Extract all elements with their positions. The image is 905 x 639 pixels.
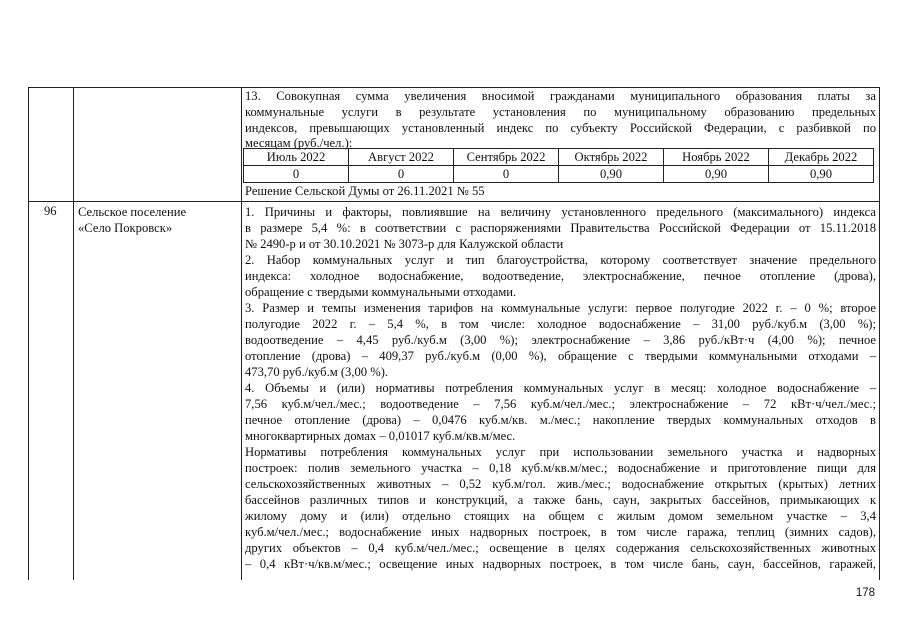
p13-line-3: индексов, превышающих установленный индекс по субъекту Российской Федерации, с разбивкой по — [245, 121, 876, 135]
text-line: печное отопление (дрова) – 0,0476 куб.м/кв. м./мес.; накопление твердых коммунальных отходов в — [245, 413, 876, 427]
text-line: 4. Объемы и (или) нормативы потребления коммунальных услуг в месяц: холодное водоснабжение – — [245, 381, 876, 395]
row-number: 96 — [44, 204, 57, 218]
p13-line-4: месяцам (руб./чел.): — [245, 136, 353, 150]
text-line: 7,56 куб.м/чел./мес.; водоотведение – 7,56 куб.м/чел./мес.; электроснабжение – 72 кВт·ч/чел./мес.; — [245, 397, 876, 411]
table-row — [244, 149, 874, 166]
text-line: куб.м/чел./мес.; водоснабжение иных надворных построек, в том числе гаража, теплиц (зимних садов), — [245, 525, 876, 539]
month-value: 0 — [349, 166, 454, 183]
column-separator-1 — [73, 87, 74, 580]
monthly-increase-table — [243, 148, 874, 183]
text-line: индекса: холодное водоснабжение, водоотведение, электроснабжение, печное отопление (дрова), — [245, 269, 876, 283]
row-separator — [28, 201, 879, 202]
text-line: сельскохозяйственных животных – 0,52 куб.м/гол. жив./мес.; водоснабжение открытых (крытых) летних — [245, 477, 876, 491]
text-line: обращение с твердыми коммунальными отходами. — [245, 285, 517, 299]
month-header: Декабрь 2022 — [769, 149, 874, 166]
month-header: Октябрь 2022 — [559, 149, 664, 166]
p13-line-1: 13. Совокупная сумма увеличения вносимой гражданами муниципального образования платы за — [245, 89, 876, 103]
text-line: Нормативы потребления коммунальных услуг при использовании земельного участка и надворных — [245, 445, 876, 459]
text-line: 1. Причины и факторы, повлиявшие на величину установленного предельного (максимального) индекса — [245, 205, 876, 219]
text-line: жилому дому и (или) отдельно стоящих на общем с жилым домом земельном участке – 3,4 — [245, 509, 876, 523]
month-value: 0,90 — [559, 166, 664, 183]
table-right-border — [879, 87, 880, 580]
month-header: Июль 2022 — [244, 149, 349, 166]
month-header: Август 2022 — [349, 149, 454, 166]
settlement-name-line-2: «Село Покровск» — [78, 221, 173, 235]
text-line: многоквартирных домах – 0,01017 куб.м/кв.м/мес. — [245, 429, 516, 443]
settlement-name-line-1: Сельское поселение — [78, 205, 187, 219]
text-line: № 2490-р и от 30.10.2021 № 3073-р для Калужской области — [245, 237, 564, 251]
month-header: Ноябрь 2022 — [664, 149, 769, 166]
text-line: построек: полив земельного участка – 0,18 куб.м/кв.м/мес.; водоснабжение и приготовление пищи для — [245, 461, 876, 475]
month-value: 0,90 — [664, 166, 769, 183]
text-line: – 0,4 кВт·ч/кв.м/мес.; освещение иных надворных построек, в том числе бань, саун, бассейнов, гаражей, — [245, 557, 876, 571]
text-line: бассейнов различных типов и конструкций, а также бань, саун, закрытых бассейнов, примыкающих к — [245, 493, 876, 507]
text-line: других объектов – 0,4 куб.м/чел./мес.; освещение в целях содержания сельскохозяйственных животных — [245, 541, 876, 555]
column-separator-2 — [241, 87, 242, 580]
text-line: 3. Размер и темпы изменения тарифов на коммунальные услуги: первое полугодие 2022 г. – 0 %; второе — [245, 301, 876, 315]
month-header: Сентябрь 2022 — [454, 149, 559, 166]
table-row — [244, 166, 874, 183]
text-line: 473,70 руб./куб.м (3,00 %). — [245, 365, 389, 379]
p13-line-2: коммунальные услуги в результате установления по муниципальному образованию предельных — [245, 105, 876, 119]
page-number: 178 — [855, 587, 875, 599]
text-line: отопление (дрова) – 409,37 руб./куб.м (0,00 %), обращение с твердыми коммунальными отходами – — [245, 349, 876, 363]
decision-reference: Решение Сельской Думы от 26.11.2021 № 55 — [245, 184, 485, 198]
text-line: полугодие 2022 г. – 5,4 %, в том числе: холодное водоснабжение – 31,00 руб./куб.м (3,00 %); — [245, 317, 876, 331]
text-line: в размере 5,4 %: в соответствии с распоряжениями Правительства Российской Федерации от 15.11.2018 — [245, 221, 876, 235]
month-value: 0 — [244, 166, 349, 183]
month-value: 0,90 — [769, 166, 874, 183]
month-value: 0 — [454, 166, 559, 183]
text-line: 2. Набор коммунальных услуг и тип благоустройства, которому соответствует значение предельного — [245, 253, 876, 267]
table-left-border — [28, 87, 29, 580]
text-line: водоотведение – 4,45 руб./куб.м (3,00 %); электроснабжение – 3,86 руб./кВт·ч (4,00 %); печное — [245, 333, 876, 347]
